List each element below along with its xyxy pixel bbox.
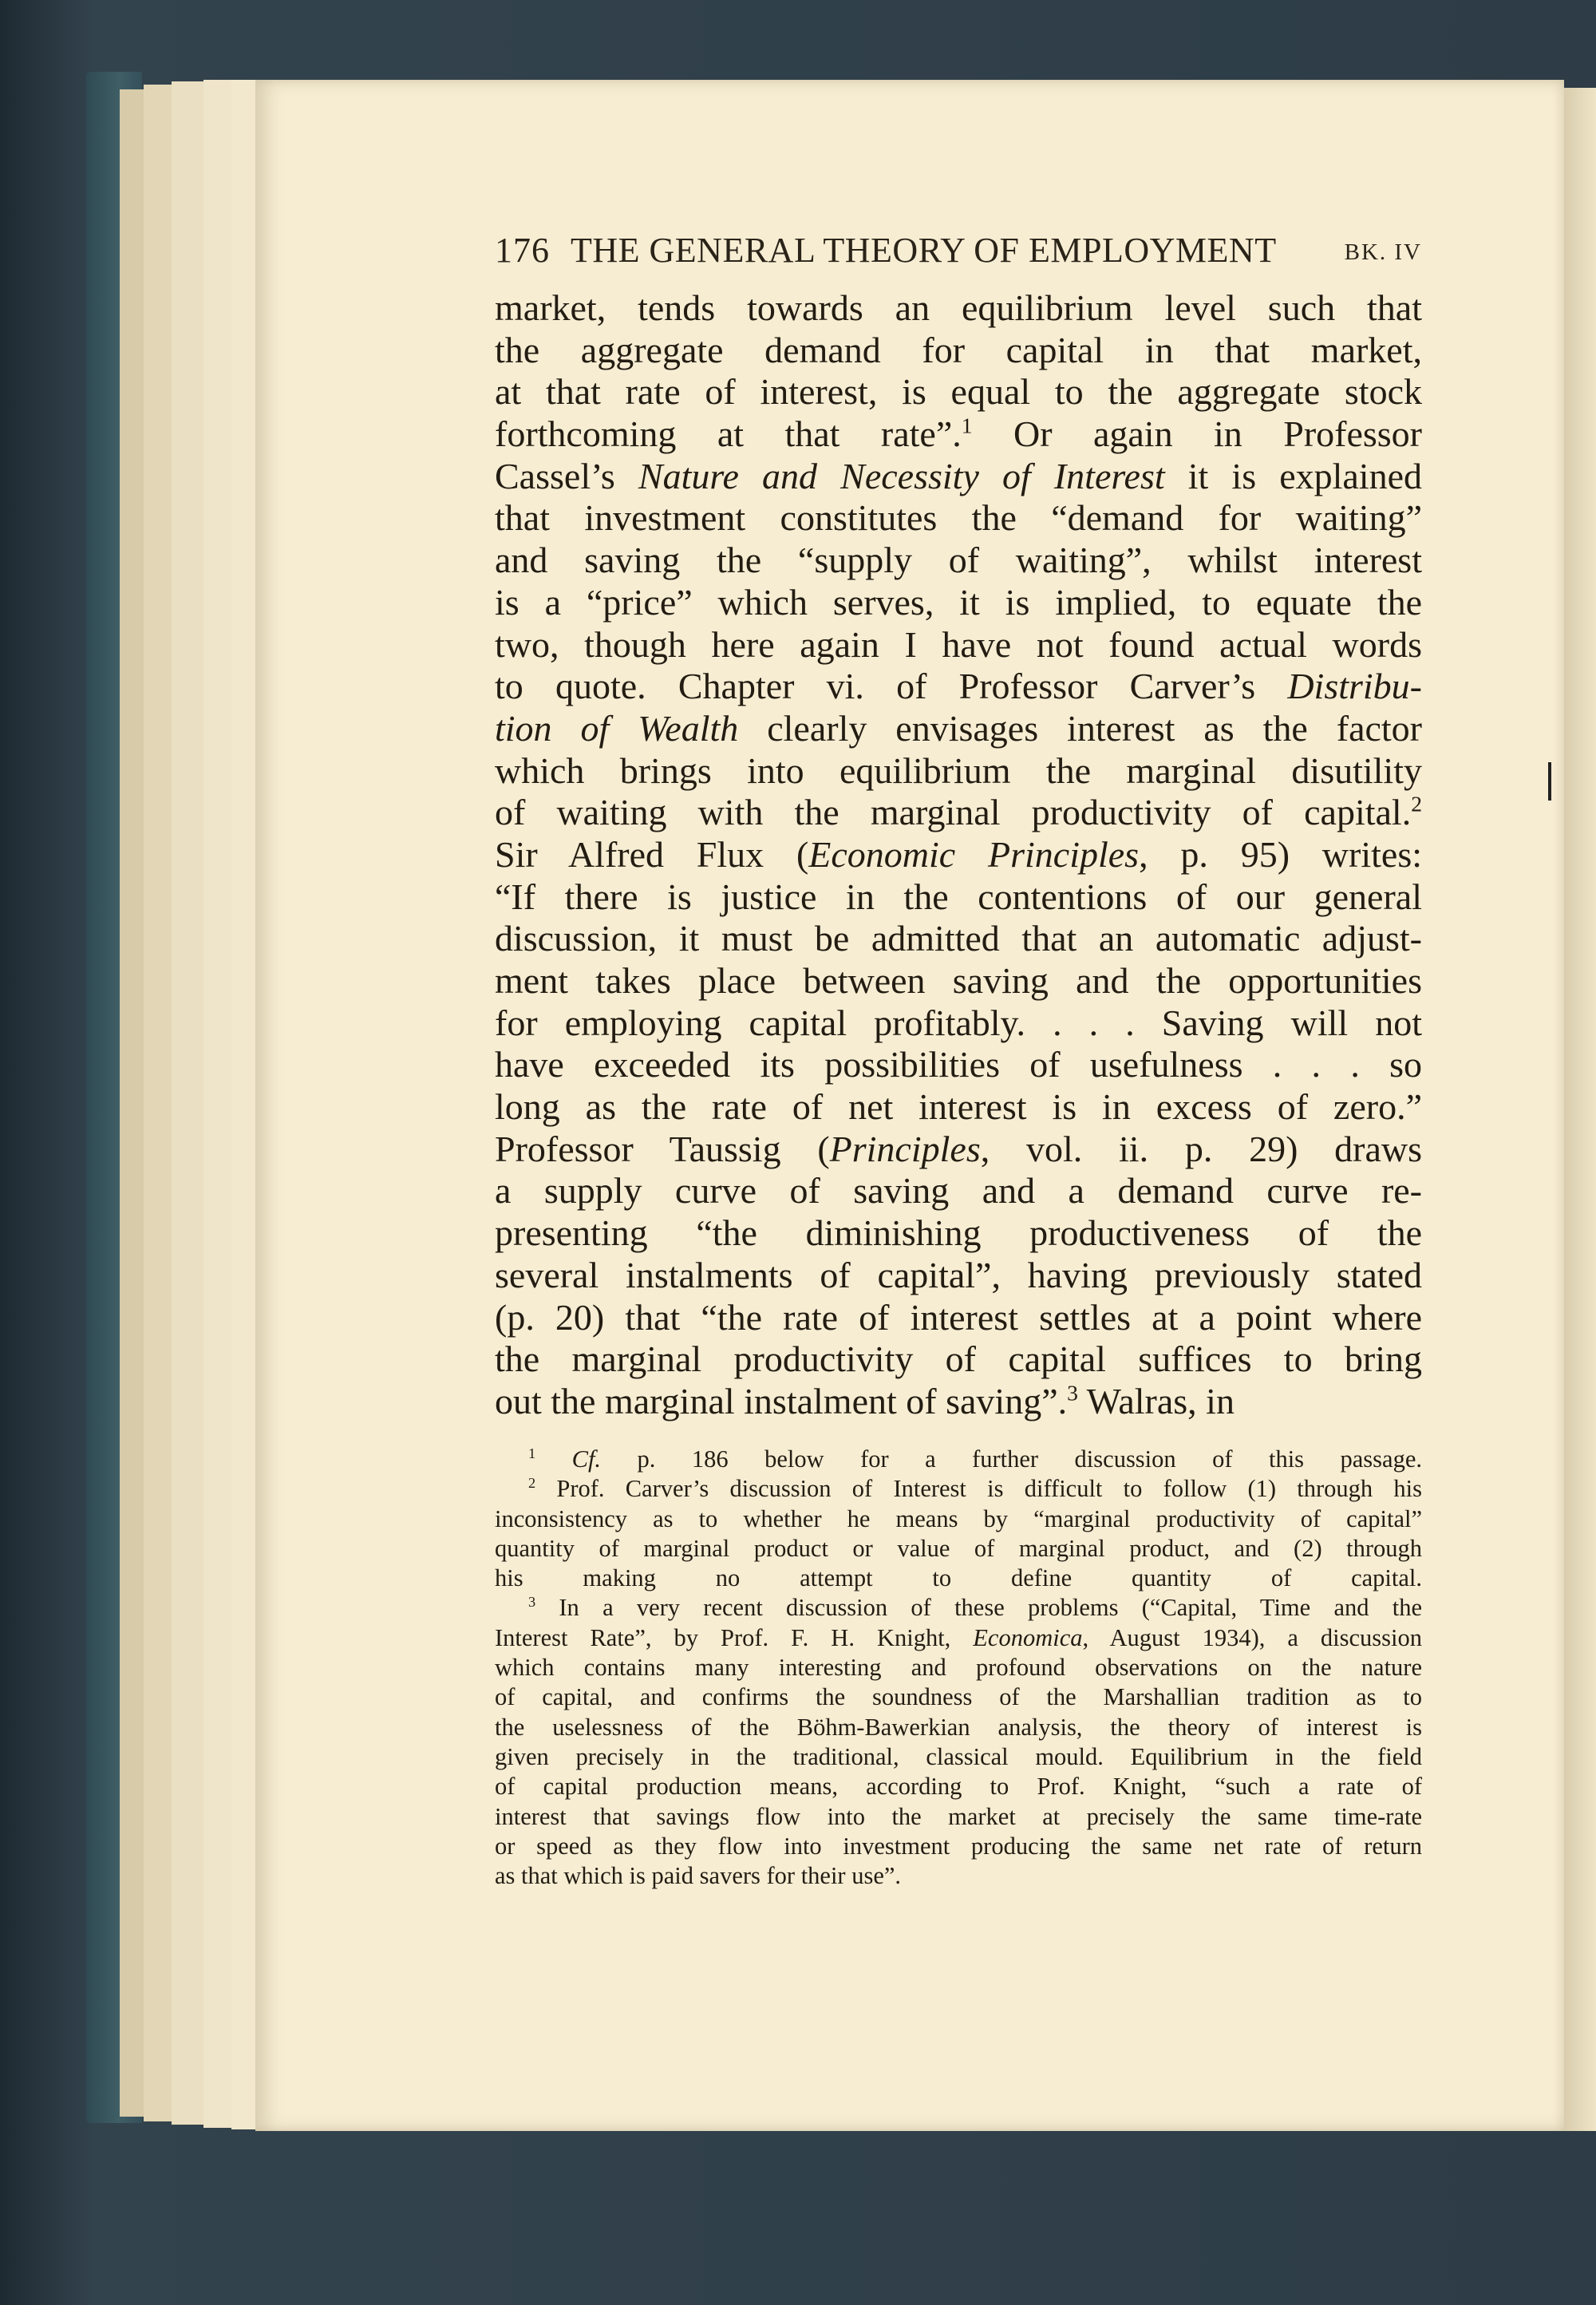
footnote-line xyxy=(495,1504,1422,1534)
body-line xyxy=(495,330,1422,372)
text-run: out the marginal instalment of saving”. xyxy=(495,1380,1068,1421)
text-run: “If there is justice in the contentions of our general xyxy=(495,876,1422,917)
text-run: , August 1934), a discussion xyxy=(1082,1623,1422,1651)
footnote-line xyxy=(495,1861,1422,1891)
footnote-marker: 2 xyxy=(528,1475,536,1492)
text-run: or speed as they flow into investment producing the same net rate of return xyxy=(495,1832,1422,1860)
text-run: several instalments of capital”, having previously stated xyxy=(495,1254,1422,1295)
body-line xyxy=(495,540,1422,582)
footnote-marker: 1 xyxy=(528,1445,536,1461)
footnote-line xyxy=(495,1653,1422,1682)
running-head xyxy=(495,230,1422,271)
body-text xyxy=(495,287,1422,1423)
text-run: that investment constitutes the “demand for waiting” xyxy=(495,497,1422,539)
body-line xyxy=(495,1044,1422,1086)
text-run: , p. 95) writes: xyxy=(1139,833,1422,875)
text-run: , vol. ii. p. 29) draws xyxy=(980,1128,1422,1169)
footnote-marker: 3 xyxy=(1067,1380,1078,1406)
text-run: his making no attempt to define quantity of capital. xyxy=(495,1564,1422,1592)
text-run: which brings into equilibrium the marginal disutility xyxy=(495,749,1422,791)
text-run: ment takes place between saving and the opportunities xyxy=(495,960,1422,1001)
body-line xyxy=(495,792,1422,834)
text-run: a supply curve of saving and a demand curve re- xyxy=(495,1170,1422,1212)
body-line xyxy=(495,287,1422,330)
footnote-line xyxy=(495,1564,1422,1593)
footnote-line xyxy=(495,1593,1422,1623)
body-line xyxy=(495,1338,1422,1381)
text-run: clearly envisages interest as the factor xyxy=(738,707,1422,749)
italic-text: Principles xyxy=(829,1128,981,1169)
text-run: which contains many interesting and profound observations on the nature xyxy=(495,1654,1422,1682)
body-line xyxy=(495,1255,1422,1297)
text-run: (p. 20) that “the rate of interest settles at a point where xyxy=(495,1296,1422,1338)
text-run: long as the rate of net interest is in excess of zero.” xyxy=(495,1086,1422,1128)
text-run: as that which is paid savers for their use”. xyxy=(495,1862,902,1890)
italic-text: Distribu- xyxy=(1287,666,1422,707)
text-run: and saving the “supply of waiting”, whilst interest xyxy=(495,540,1422,581)
text-run: p. 186 below for a further discussion of this passage. xyxy=(601,1445,1422,1473)
footnote-marker: 3 xyxy=(528,1594,536,1611)
body-line xyxy=(495,1297,1422,1339)
text-run: have exceeded its possibilities of usefulness . . . so xyxy=(495,1044,1422,1085)
body-line xyxy=(495,624,1422,666)
text-run: at that rate of interest, is equal to the aggregate stock xyxy=(495,371,1422,413)
body-line xyxy=(495,708,1422,750)
footnote-line xyxy=(495,1832,1422,1861)
footnote-line xyxy=(495,1742,1422,1772)
text-run: the marginal productivity of capital suffices to bring xyxy=(495,1338,1422,1380)
margin-mark xyxy=(1548,762,1551,801)
footnote-line xyxy=(495,1445,1422,1474)
footnote-line xyxy=(495,1682,1422,1712)
body-line xyxy=(495,1002,1422,1045)
running-title: THE GENERAL THEORY OF EMPLOYMENT xyxy=(571,231,1277,270)
text-run: the aggregate demand for capital in that market, xyxy=(495,329,1422,370)
body-line xyxy=(495,876,1422,919)
facing-page-edge xyxy=(1564,88,1596,2131)
text-run: Walras, in xyxy=(1077,1380,1235,1421)
text-run: Interest Rate”, by Prof. F. H. Knight, xyxy=(495,1623,974,1651)
text-run: Or again in Professor xyxy=(972,413,1422,455)
body-line xyxy=(495,666,1422,708)
text-run: forthcoming at that rate”. xyxy=(495,413,962,455)
text-run: Cassel’s xyxy=(495,455,638,496)
text-run: it is explained xyxy=(1164,455,1423,496)
text-run: market, tends towards an equilibrium level such that xyxy=(495,287,1422,328)
footnote-line xyxy=(495,1772,1422,1801)
text-run: is a “price” which serves, it is implied, to equate the xyxy=(495,581,1422,623)
text-run: of waiting with the marginal productivity of capital. xyxy=(495,792,1412,833)
text-run: presenting “the diminishing productiveness of the xyxy=(495,1212,1422,1254)
body-line xyxy=(495,960,1422,1002)
text-run xyxy=(535,1445,571,1473)
body-line xyxy=(495,1381,1422,1423)
footnote-line xyxy=(495,1474,1422,1504)
text-run: of capital production means, according to Prof. Knight, “such a rate of xyxy=(495,1773,1422,1801)
body-line xyxy=(495,834,1422,876)
text-run: of capital, and confirms the soundness of the Marshallian tradition as to xyxy=(495,1683,1422,1711)
body-line xyxy=(495,918,1422,960)
italic-text: Nature and Necessity of Interest xyxy=(638,455,1165,496)
body-line xyxy=(495,1170,1422,1212)
text-run: for employing capital profitably. . . . Saving will not xyxy=(495,1002,1422,1043)
text-run: discussion, it must be admitted that an automatic adjust- xyxy=(495,918,1422,959)
footnote-marker: 2 xyxy=(1411,791,1422,816)
text-run: Sir Alfred Flux ( xyxy=(495,833,809,875)
text-run: quantity of marginal product or value of marginal product, and (2) through xyxy=(495,1534,1422,1562)
text-run: given precisely in the traditional, classical mould. Equilibrium in the field xyxy=(495,1742,1422,1770)
body-line xyxy=(495,1086,1422,1129)
italic-text: Cf. xyxy=(571,1445,602,1473)
text-run: Professor Taussig ( xyxy=(495,1128,830,1169)
footnote-line xyxy=(495,1713,1422,1742)
body-line xyxy=(495,1212,1422,1255)
footnote-line xyxy=(495,1802,1422,1832)
body-line xyxy=(495,413,1422,456)
italic-text: Economica xyxy=(973,1623,1083,1651)
page-number: 176 xyxy=(495,231,550,270)
footnote-marker: 1 xyxy=(961,413,973,438)
text-run: to quote. Chapter vi. of Professor Carver’s xyxy=(495,666,1288,707)
text-run: Prof. Carver’s discussion of Interest is difficult to follow (1) through his xyxy=(535,1475,1422,1503)
body-line xyxy=(495,582,1422,624)
text-run: inconsistency as to whether he means by “marginal productivity of capital” xyxy=(495,1504,1422,1532)
text-run: two, though here again I have not found actual words xyxy=(495,623,1422,665)
body-line xyxy=(495,456,1422,498)
footnote-line xyxy=(495,1623,1422,1653)
italic-text: Economic Principles xyxy=(808,833,1140,875)
body-line xyxy=(495,497,1422,540)
body-line xyxy=(495,371,1422,413)
book-label: BK. IV xyxy=(1344,239,1422,265)
text-run: the uselessness of the Böhm-Bawerkian analysis, the theory of interest is xyxy=(495,1713,1422,1741)
footnote-line xyxy=(495,1534,1422,1564)
body-line xyxy=(495,750,1422,793)
text-run: In a very recent discussion of these problems (“Capital, Time and the xyxy=(535,1594,1422,1622)
italic-text: tion of Wealth xyxy=(495,707,739,749)
footnotes xyxy=(495,1445,1422,1891)
text-run: interest that savings flow into the market at precisely the same time-rate xyxy=(495,1802,1422,1830)
body-line xyxy=(495,1129,1422,1171)
